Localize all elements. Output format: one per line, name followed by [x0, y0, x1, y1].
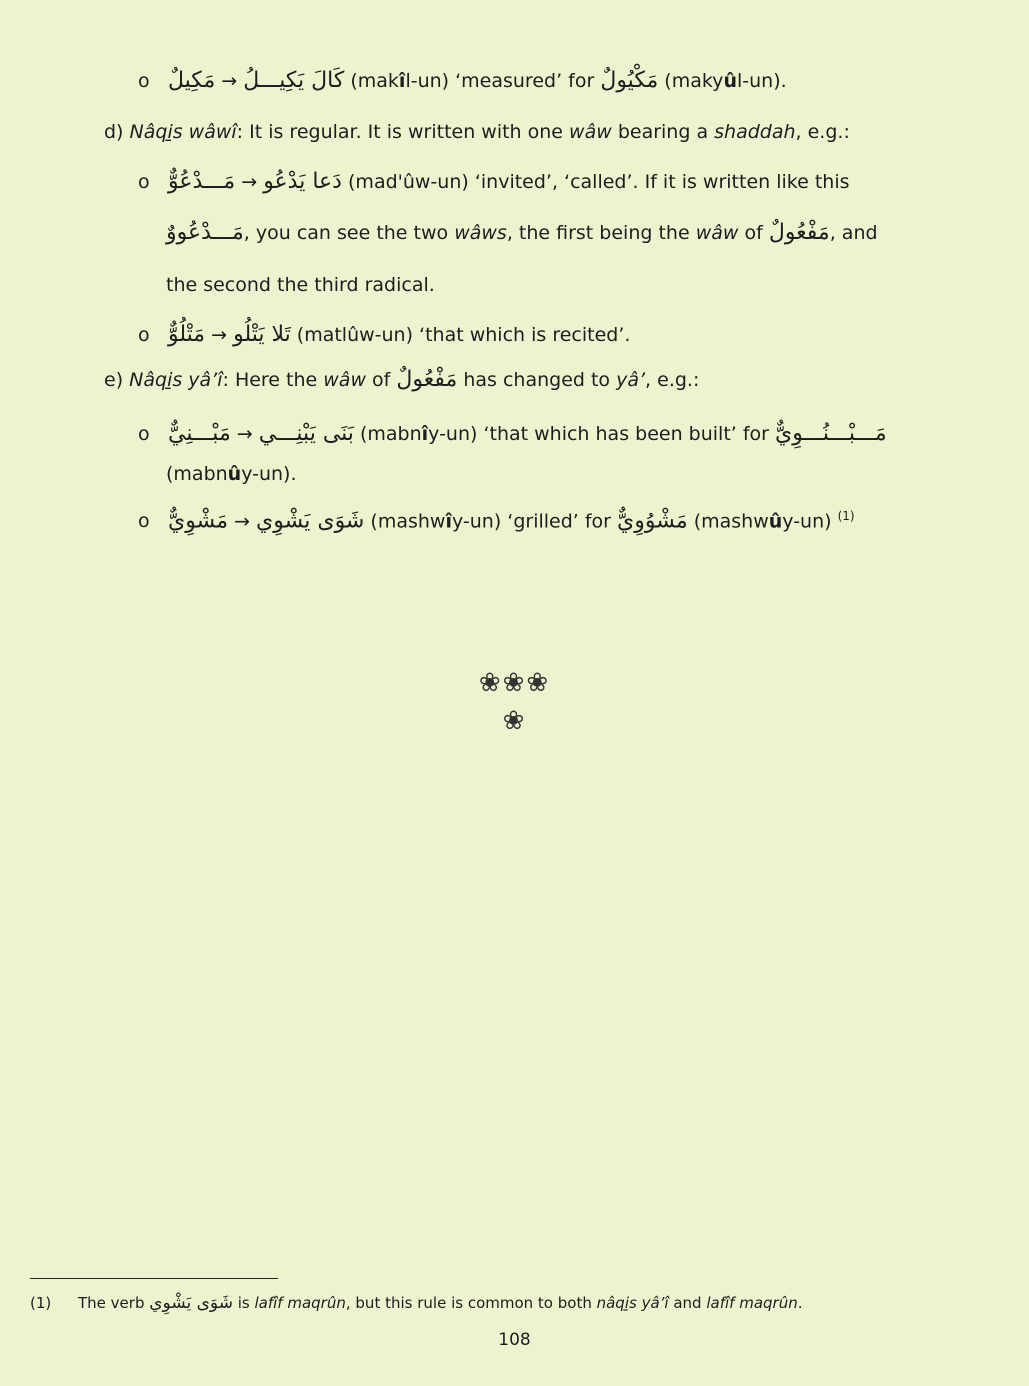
text: y-un) ‘that which has been built’ for	[428, 423, 776, 445]
term: shaddah	[714, 121, 796, 143]
arrow: →	[236, 423, 253, 445]
text: is	[232, 1294, 255, 1312]
text: and	[668, 1294, 707, 1312]
arabic-word: مَشْوِيٌّ	[168, 508, 228, 534]
text: (mashw	[687, 510, 769, 533]
text: , e.g.:	[645, 369, 700, 391]
term: lafîf maqrûn	[706, 1294, 798, 1312]
bullet: o	[138, 70, 150, 92]
text: , but this rule is common to both	[345, 1294, 597, 1312]
bullet: o	[138, 171, 150, 193]
bullet: o	[138, 324, 150, 346]
example-line-mashwiy	[138, 503, 855, 534]
text: (maky	[658, 70, 724, 92]
term: nâqi̱s yâ’î	[596, 1294, 669, 1312]
text: (mad'ûw-un) ‘invited’, ‘called’. If it is written like this	[341, 171, 850, 193]
text: (mak	[344, 70, 399, 92]
text: l-un).	[736, 70, 787, 92]
arabic-word: مَتْلُوٌّ	[168, 322, 206, 347]
footnote-number: (1)	[30, 1294, 52, 1312]
arabic-word: مَـــبْـــنُـــوِيٌّ	[775, 421, 887, 446]
term: yâ’	[616, 369, 646, 391]
bold-letter: î	[421, 423, 429, 445]
arabic-verb: شَوَى يَشْوِي	[149, 1293, 233, 1313]
term: Nâqi̱s wâwî	[129, 121, 237, 143]
arabic-word: مَكِيلٌ	[168, 68, 216, 93]
heading-naqis-wawi	[104, 119, 850, 145]
ornament-row-top: ❀❀❀	[478, 668, 551, 698]
footnote-marker: (1)	[837, 509, 855, 523]
arabic-verb: دَعا يَدْعُو	[263, 169, 342, 194]
text: l-un) ‘measured’ for	[405, 70, 601, 92]
text: y-un)	[782, 510, 838, 533]
arabic-word: مَـــدْعُوٌّ	[168, 169, 236, 194]
term: wâws	[454, 222, 507, 244]
text: : It is regular. It is written with one	[236, 121, 570, 143]
bold-letter: û	[723, 70, 737, 92]
footnote	[30, 1293, 803, 1313]
text: y-un).	[241, 463, 297, 485]
example-line-matluw	[138, 322, 630, 348]
arabic-word: مَفْعُولٌ	[768, 220, 830, 245]
example-line-mabniy	[138, 421, 887, 447]
text: the second the third radical.	[166, 274, 435, 296]
list-letter: e)	[104, 369, 124, 391]
text-line	[166, 272, 435, 298]
arabic-word: مَكْيُولٌ	[600, 68, 659, 93]
term: wâw	[323, 369, 366, 391]
arabic-word: مَفْعُولٌ	[396, 367, 458, 392]
arabic-word: مَـــدْعُووٌ	[166, 220, 244, 245]
arabic-verb: شَوَى يَشْوِي	[256, 508, 365, 534]
text: (mabn	[353, 423, 422, 445]
text: of	[738, 222, 769, 244]
arrow: →	[234, 510, 250, 533]
bold-letter: û	[768, 510, 783, 533]
text: , e.g.:	[795, 121, 850, 143]
term: Nâqi̱s yâ’î	[129, 369, 223, 391]
bullet: o	[138, 510, 150, 533]
text: y-un) ‘grilled’ for	[451, 510, 618, 533]
text: (mabn	[166, 463, 228, 485]
heading-naqis-yai	[104, 367, 699, 393]
text: .	[797, 1294, 803, 1312]
arabic-verb: كَالَ يَكِيـــلُ	[243, 68, 345, 93]
text: The verb	[78, 1294, 150, 1312]
text: of	[366, 369, 397, 391]
text-line	[166, 220, 878, 246]
bold-letter: î	[398, 70, 406, 92]
arrow: →	[221, 70, 238, 92]
example-line-madu	[138, 169, 850, 195]
term: lafîf maqrûn	[254, 1294, 346, 1312]
bullet: o	[138, 423, 150, 445]
arabic-word: مَشْوُوِيٌّ	[617, 508, 688, 534]
footnote-divider	[30, 1278, 278, 1279]
page-number: 108	[498, 1330, 531, 1350]
bold-letter: î	[445, 510, 452, 533]
arabic-verb: بَنَى يَبْنِـــي	[258, 421, 354, 446]
text: , and	[829, 222, 878, 244]
arrow: →	[241, 171, 258, 193]
term: wâw	[695, 222, 739, 244]
text: has changed to	[457, 369, 617, 391]
text-line	[166, 461, 297, 487]
text: (mashw	[364, 510, 446, 533]
ornament-row-bottom: ❀	[502, 706, 527, 736]
arrow: →	[211, 324, 228, 346]
bold-letter: û	[227, 463, 242, 485]
text: , you can see the two	[243, 222, 455, 244]
text: (matlûw-un) ‘that which is recited’.	[290, 324, 631, 346]
text: : Here the	[222, 369, 324, 391]
text: , the first being the	[506, 222, 696, 244]
list-letter: d)	[104, 121, 124, 143]
term: wâw	[569, 121, 612, 143]
text: bearing a	[611, 121, 715, 143]
arabic-verb: تَلا يَتْلُو	[233, 322, 291, 347]
arabic-word: مَبْـــنِيٌّ	[168, 421, 231, 446]
example-line-makil	[138, 68, 787, 94]
